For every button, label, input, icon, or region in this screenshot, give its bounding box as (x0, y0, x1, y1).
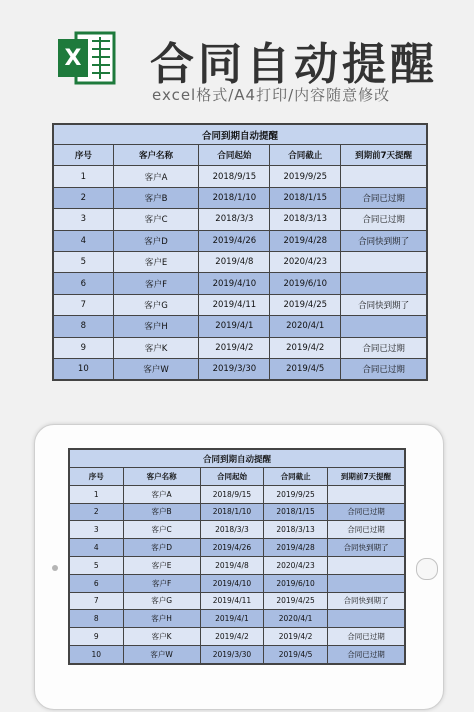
table-row (70, 574, 405, 592)
table-cell: 2020/4/1 (264, 610, 328, 628)
table-cell: 客户D (113, 230, 199, 251)
table-row (54, 294, 427, 315)
table-cell: 2018/1/15 (264, 503, 328, 521)
header-row (54, 145, 427, 166)
table-cell: 2019/4/25 (264, 592, 328, 610)
table-cell: 客户H (113, 316, 199, 337)
table-cell (327, 485, 404, 503)
reminder-table (53, 124, 427, 380)
column-header: 序号 (70, 468, 124, 486)
table-row (70, 610, 405, 628)
table-cell: 客户A (113, 166, 199, 187)
table-cell: 2 (70, 503, 124, 521)
table-cell: 2018/9/15 (199, 166, 270, 187)
table-cell: 合同已过期 (327, 521, 404, 539)
table-row (54, 251, 427, 272)
table-row (70, 556, 405, 574)
table-cell: 客户A (123, 485, 200, 503)
table-row (54, 166, 427, 187)
table-row (70, 645, 405, 663)
table-cell: 合同快到期了 (327, 592, 404, 610)
table-cell: 2018/1/10 (200, 503, 264, 521)
table-cell (327, 574, 404, 592)
table-cell: 9 (54, 337, 114, 358)
table-cell: 客户G (123, 592, 200, 610)
table-cell: 2018/3/3 (200, 521, 264, 539)
table-cell: 6 (54, 273, 114, 294)
table-cell: 2019/4/26 (199, 230, 270, 251)
table-cell: 2019/4/2 (270, 337, 341, 358)
column-header: 客户名称 (123, 468, 200, 486)
table-cell (341, 251, 427, 272)
table-cell: 合同快到期了 (341, 230, 427, 251)
table-body (70, 485, 405, 663)
table-row (54, 358, 427, 379)
table-cell (341, 316, 427, 337)
column-header: 合同起始 (200, 468, 264, 486)
column-header: 序号 (54, 145, 114, 166)
table-cell: 2018/3/3 (199, 209, 270, 230)
table-cell: 2020/4/23 (270, 251, 341, 272)
table-cell: 2 (54, 187, 114, 208)
table-cell: 2019/4/5 (270, 358, 341, 379)
table-cell: 客户D (123, 539, 200, 557)
table-row (70, 503, 405, 521)
table-cell: 2019/9/25 (270, 166, 341, 187)
table-cell: 2019/4/25 (270, 294, 341, 315)
table-cell: 合同已过期 (327, 645, 404, 663)
column-header: 合同截止 (264, 468, 328, 486)
table-cell: 2020/4/1 (270, 316, 341, 337)
table-row (70, 539, 405, 557)
table-cell: 4 (54, 230, 114, 251)
column-header: 到期前7天提醒 (341, 145, 427, 166)
table-body (54, 166, 427, 380)
table-cell: 合同已过期 (341, 209, 427, 230)
table-cell: 客户W (113, 358, 199, 379)
table-cell: 9 (70, 628, 124, 646)
header-row (70, 468, 405, 486)
column-header: 合同截止 (270, 145, 341, 166)
table-cell: 2018/9/15 (200, 485, 264, 503)
column-header: 到期前7天提醒 (327, 468, 404, 486)
table-cell: 客户F (123, 574, 200, 592)
table-cell: 客户E (113, 251, 199, 272)
table-row (70, 592, 405, 610)
table-cell: 6 (70, 574, 124, 592)
table-cell: 客户C (123, 521, 200, 539)
table-cell: 合同已过期 (327, 503, 404, 521)
table-cell: 客户G (113, 294, 199, 315)
page-subtitle: excel格式/A4打印/内容随意修改 (152, 86, 391, 104)
table-cell: 2019/4/2 (199, 337, 270, 358)
column-header: 合同起始 (199, 145, 270, 166)
excel-icon (56, 27, 118, 89)
table-cell: 10 (54, 358, 114, 379)
table-caption: 合同到期自动提醒 (54, 125, 427, 145)
table-row (54, 230, 427, 251)
table-cell: 2019/4/10 (200, 574, 264, 592)
table-row (54, 187, 427, 208)
table-row (70, 628, 405, 646)
column-header: 客户名称 (113, 145, 199, 166)
table-cell: 客户E (123, 556, 200, 574)
table-cell: 2019/4/11 (199, 294, 270, 315)
table-cell: 客户K (113, 337, 199, 358)
table-cell: 7 (54, 294, 114, 315)
table-cell: 2019/4/2 (264, 628, 328, 646)
table-cell: 2019/6/10 (264, 574, 328, 592)
spreadsheet-preview (52, 123, 428, 381)
table-cell: 2019/4/26 (200, 539, 264, 557)
table-cell: 7 (70, 592, 124, 610)
table-caption: 合同到期自动提醒 (70, 450, 405, 468)
table-cell: 2019/4/28 (264, 539, 328, 557)
table-cell: 2019/4/1 (199, 316, 270, 337)
table-cell: 合同快到期了 (327, 539, 404, 557)
table-cell: 2018/3/13 (264, 521, 328, 539)
tablet-reminder-table (69, 449, 405, 664)
table-cell: 合同已过期 (341, 337, 427, 358)
table-row (54, 316, 427, 337)
table-cell: 2018/1/15 (270, 187, 341, 208)
table-cell: 2019/4/1 (200, 610, 264, 628)
table-cell (327, 610, 404, 628)
table-cell: 客户B (123, 503, 200, 521)
table-cell: 2019/4/2 (200, 628, 264, 646)
table-cell: 1 (70, 485, 124, 503)
table-cell: 2019/4/10 (199, 273, 270, 294)
home-button (416, 558, 438, 580)
table-cell: 8 (54, 316, 114, 337)
table-cell: 客户C (113, 209, 199, 230)
table-row (54, 209, 427, 230)
table-cell: 2019/3/30 (199, 358, 270, 379)
table-cell: 合同已过期 (341, 187, 427, 208)
table-cell: 4 (70, 539, 124, 557)
table-cell: 1 (54, 166, 114, 187)
tablet-screen (68, 448, 406, 665)
table-cell: 2019/4/5 (264, 645, 328, 663)
table-row (70, 521, 405, 539)
table-cell: 合同快到期了 (341, 294, 427, 315)
table-cell: 客户K (123, 628, 200, 646)
table-cell: 客户W (123, 645, 200, 663)
table-cell: 合同已过期 (327, 628, 404, 646)
table-cell: 客户B (113, 187, 199, 208)
table-cell: 3 (70, 521, 124, 539)
table-cell: 2019/6/10 (270, 273, 341, 294)
table-cell: 2018/1/10 (199, 187, 270, 208)
table-cell: 2019/3/30 (200, 645, 264, 663)
table-cell: 2019/4/28 (270, 230, 341, 251)
table-cell (341, 273, 427, 294)
header (0, 0, 474, 118)
table-cell: 客户H (123, 610, 200, 628)
table-cell: 2018/3/13 (270, 209, 341, 230)
logo-letter: X (64, 46, 82, 71)
table-cell: 5 (70, 556, 124, 574)
tablet-camera (52, 565, 58, 571)
table-cell: 8 (70, 610, 124, 628)
table-cell: 2019/4/8 (199, 251, 270, 272)
table-cell: 2019/4/8 (200, 556, 264, 574)
table-cell: 2019/9/25 (264, 485, 328, 503)
table-cell (327, 556, 404, 574)
table-row (54, 337, 427, 358)
table-row (70, 485, 405, 503)
table-cell: 5 (54, 251, 114, 272)
table-cell: 2019/4/11 (200, 592, 264, 610)
table-cell: 3 (54, 209, 114, 230)
table-cell: 合同已过期 (341, 358, 427, 379)
table-cell: 10 (70, 645, 124, 663)
table-cell (341, 166, 427, 187)
table-cell: 2020/4/23 (264, 556, 328, 574)
page-title: 合同自动提醒 (150, 39, 438, 90)
table-cell: 客户F (113, 273, 199, 294)
table-row (54, 273, 427, 294)
